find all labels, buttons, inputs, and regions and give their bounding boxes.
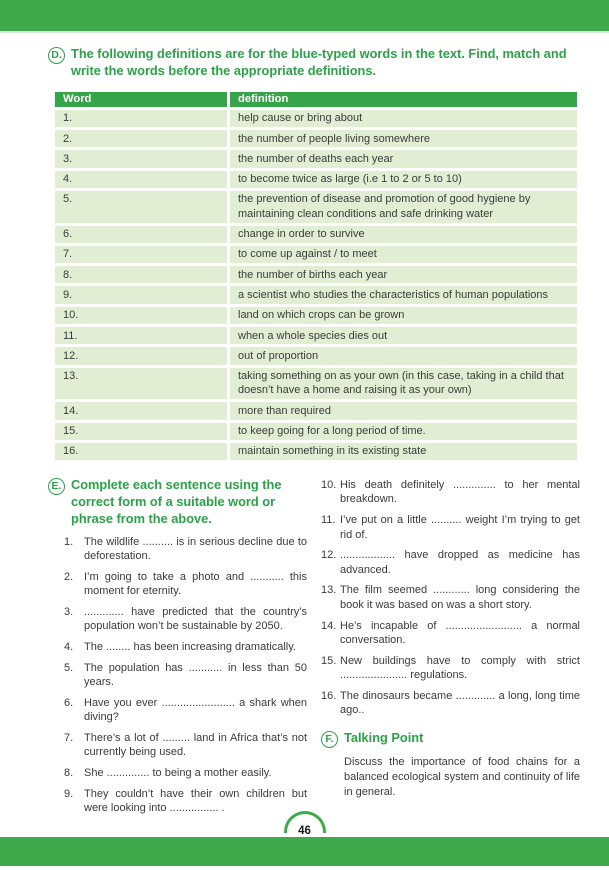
sentence-number: 5.: [64, 661, 74, 674]
sentence-item: [48, 766, 307, 780]
row-number-cell: 5.: [55, 191, 227, 223]
row-number-cell: 11.: [55, 327, 227, 344]
sentence-item: [321, 689, 580, 718]
row-number-cell: 9.: [55, 286, 227, 303]
section-f-text: Discuss the importance of food chains for a balanced ecological system and continuity of life in general.: [344, 756, 580, 798]
row-number-cell: 14.: [55, 402, 227, 419]
definition-cell: a scientist who studies the characteristics of human populations: [230, 286, 577, 303]
sentence-number: 7.: [64, 732, 74, 745]
page-number: [284, 811, 326, 837]
table-row: [55, 226, 577, 243]
sentence-item: [321, 548, 580, 577]
sentence-item: [48, 570, 307, 599]
table-row: [55, 266, 577, 283]
table-header-row: [55, 92, 577, 107]
definition-cell: help cause or bring about: [230, 110, 577, 127]
sentence-item: [48, 535, 307, 564]
section-d-title: The following definitions are for the blue-typed words in the text. Find, match and write the words before the appropriate definitions.: [71, 46, 567, 78]
row-number-cell: 6.: [55, 226, 227, 243]
sentence-number: 2.: [64, 570, 74, 583]
sentence-text: The film seemed ............ long considering the book it was based on was a short story.: [340, 584, 580, 611]
definition-cell: to keep going for a long period of time.: [230, 423, 577, 440]
table-row: [55, 171, 577, 188]
table-row: [55, 246, 577, 263]
sentence-number: 1.: [64, 535, 74, 548]
row-number-cell: 10.: [55, 307, 227, 324]
table-header-definition: definition: [230, 92, 577, 107]
section-d-heading: [48, 46, 580, 80]
sentence-text: Have you ever ........................ a shark when diving?: [84, 696, 307, 724]
row-number-cell: 12.: [55, 347, 227, 364]
row-number-cell: 2.: [55, 130, 227, 147]
sentence-item: [48, 605, 307, 634]
row-number-cell: 7.: [55, 246, 227, 263]
sentence-item: [321, 513, 580, 542]
sentence-item: [321, 619, 580, 648]
sentence-item: [321, 583, 580, 612]
bottom-green-bar: [0, 837, 609, 866]
definitions-table: [52, 89, 580, 463]
row-number-cell: 13.: [55, 368, 227, 400]
table-row: [55, 286, 577, 303]
section-e-title: Complete each sentence using the correct form of a suitable word or phrase from the above.: [71, 477, 282, 526]
letter-d-badge: D.: [48, 47, 65, 64]
table-row: [55, 423, 577, 440]
row-number-cell: 4.: [55, 171, 227, 188]
sentence-text: The dinosaurs became ............. a long, long time ago..: [340, 689, 580, 716]
row-number-cell: 3.: [55, 150, 227, 167]
table-row: [55, 402, 577, 419]
definition-cell: to come up against / to meet: [230, 246, 577, 263]
table-row: [55, 368, 577, 400]
definition-cell: out of proportion: [230, 347, 577, 364]
definition-cell: change in order to survive: [230, 226, 577, 243]
sentence-text: There’s a lot of ......... land in Africa that’s not currently being used.: [84, 732, 307, 759]
sentence-item: [48, 661, 307, 690]
table-row: [55, 327, 577, 344]
sentence-number: 11.: [321, 514, 336, 527]
sentence-text: I’ve put on a little .......... weight I’m trying to get rid of.: [340, 514, 580, 541]
sentence-text: The wildlife .......... is in serious decline due to deforestation.: [84, 535, 307, 563]
definition-cell: when a whole species dies out: [230, 327, 577, 344]
page-number-value: 46: [298, 825, 311, 837]
row-number-cell: 1.: [55, 110, 227, 127]
letter-e-badge: E.: [48, 478, 65, 495]
table-header-word: Word: [55, 92, 227, 107]
two-column-area: [48, 477, 580, 822]
section-f-title: Talking Point: [344, 730, 424, 746]
table-row: [55, 307, 577, 324]
letter-f-badge: F.: [321, 731, 338, 748]
sentence-number: 3.: [64, 605, 74, 618]
sentence-number: 16.: [321, 689, 337, 702]
page-content: [48, 46, 580, 822]
sentence-number: 15.: [321, 654, 337, 667]
sentence-text: I’m going to take a photo and ........... this moment for eternity.: [84, 570, 307, 598]
definition-cell: taking something on as your own (in this case, taking in a child that doesn’t have a home and raising it as your own): [230, 368, 577, 400]
row-number-cell: 15.: [55, 423, 227, 440]
sentence-item: [48, 640, 307, 654]
row-number-cell: 8.: [55, 266, 227, 283]
top-green-bar: [0, 0, 609, 33]
definition-cell: the number of people living somewhere: [230, 130, 577, 147]
definition-cell: maintain something in its existing state: [230, 443, 577, 460]
sentence-text: .................. have dropped as medicine has advanced.: [340, 549, 580, 576]
sentence-list-left: [48, 535, 307, 816]
sentence-item: [48, 696, 307, 725]
section-f: [321, 730, 580, 800]
sentence-number: 10.: [321, 479, 337, 492]
sentence-item: [321, 654, 580, 683]
sentence-number: 14.: [321, 619, 337, 632]
sentence-text: They couldn’t have their own children but were looking into ................ .: [84, 787, 307, 815]
sentence-item: [321, 478, 580, 507]
table-row: [55, 130, 577, 147]
definition-cell: land on which crops can be grown: [230, 307, 577, 324]
table-row: [55, 150, 577, 167]
sentence-text: He’s incapable of ......................... a normal conversation.: [340, 619, 580, 646]
definition-cell: the number of births each year: [230, 266, 577, 283]
row-number-cell: 16.: [55, 443, 227, 460]
sentence-list-right: [321, 478, 580, 717]
definition-cell: more than required: [230, 402, 577, 419]
section-f-heading: [321, 730, 580, 748]
sentence-number: 6.: [64, 696, 74, 709]
section-e-left-column: [48, 477, 307, 822]
sentence-number: 8.: [64, 767, 74, 780]
sentence-number: 13.: [321, 584, 337, 597]
section-e-right-column: [321, 477, 580, 822]
table-row: [55, 110, 577, 127]
sentence-text: New buildings have to comply with strict ...................... regulations.: [340, 654, 580, 681]
table-row: [55, 443, 577, 460]
sentence-number: 4.: [64, 641, 74, 654]
definition-cell: the number of deaths each year: [230, 150, 577, 167]
section-e-heading: [48, 477, 307, 528]
definition-cell: to become twice as large (i.e 1 to 2 or 5 to 10): [230, 171, 577, 188]
sentence-number: 12.: [321, 549, 337, 562]
sentence-number: 9.: [64, 787, 74, 800]
sentence-item: [48, 731, 307, 760]
sentence-item: [48, 787, 307, 816]
table-row: [55, 191, 577, 223]
sentence-text: The ........ has been increasing dramatically.: [84, 641, 296, 654]
sentence-text: The population has ........... in less than 50 years.: [84, 661, 307, 689]
sentence-text: ............. have predicted that the country’s population won’t be sustainable by 2050.: [84, 605, 307, 633]
table-row: [55, 347, 577, 364]
sentence-text: His death definitely .............. to her mental breakdown.: [340, 479, 580, 506]
sentence-text: She .............. to being a mother easily.: [84, 767, 272, 780]
definition-cell: the prevention of disease and promotion of good hygiene by maintaining clean conditions and safe drinking water: [230, 191, 577, 223]
